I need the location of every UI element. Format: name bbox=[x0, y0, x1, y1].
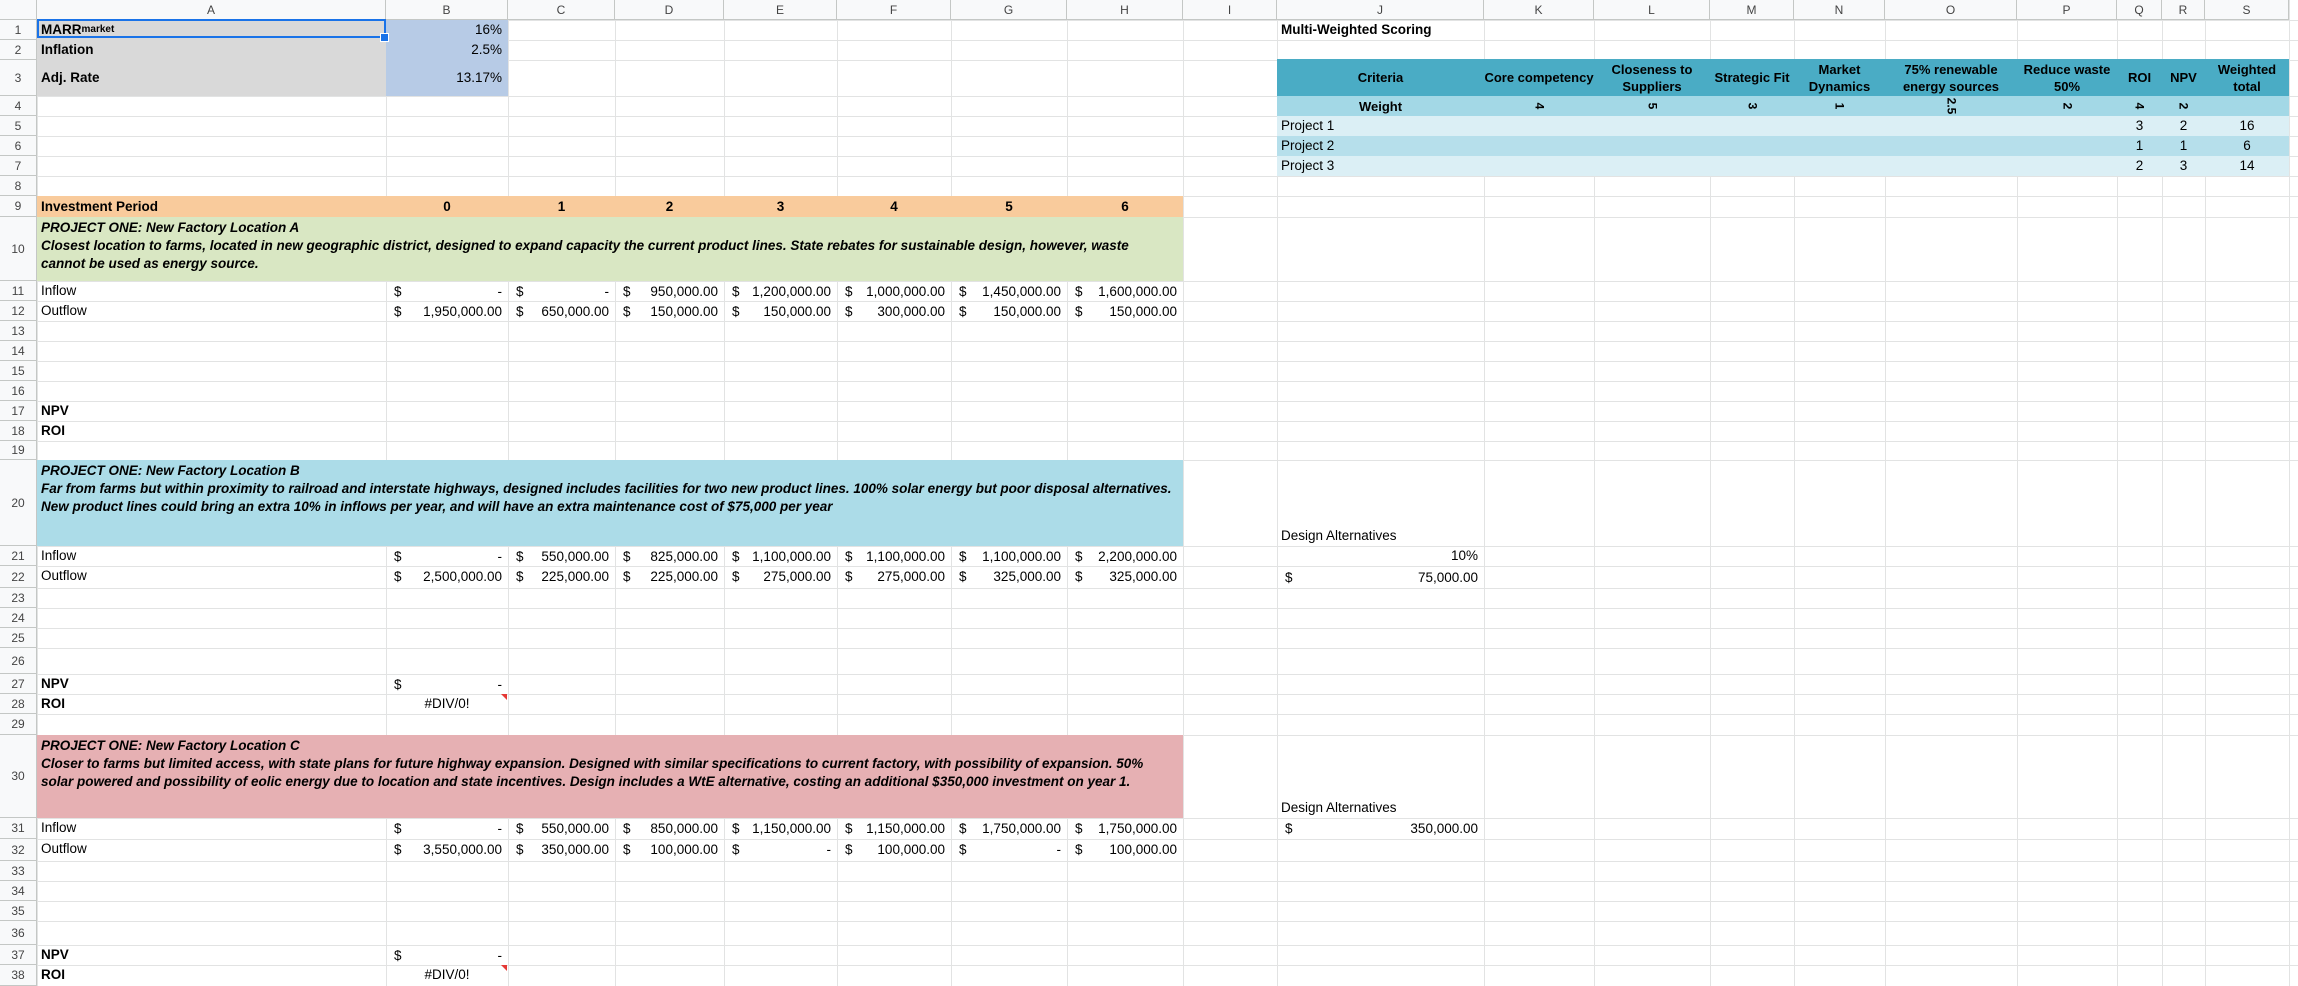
scoring-npv-value[interactable]: 2 bbox=[2179, 118, 2188, 134]
currency-symbol: $ bbox=[1075, 283, 1083, 299]
project-3-outflow-period-2[interactable] bbox=[615, 839, 724, 859]
project-3-inflow-period-1[interactable] bbox=[508, 818, 615, 838]
project-a-roi-label[interactable]: ROI bbox=[41, 423, 66, 439]
project-1-inflow-period-6[interactable] bbox=[1067, 281, 1183, 301]
row-header-35[interactable]: 35 bbox=[0, 901, 37, 921]
selection-fill-handle[interactable] bbox=[380, 33, 389, 42]
active-cell-selection[interactable] bbox=[37, 19, 386, 38]
scoring-roi-value[interactable]: 3 bbox=[2135, 118, 2144, 134]
amount: 150,000.00 bbox=[650, 303, 718, 319]
amount: 325,000.00 bbox=[993, 568, 1061, 584]
project-3-inflow-period-3[interactable] bbox=[724, 818, 837, 838]
row-header-22[interactable]: 22 bbox=[0, 566, 37, 588]
amount: 1,150,000.00 bbox=[752, 820, 831, 836]
row-header-23[interactable]: 23 bbox=[0, 588, 37, 608]
project-3-outflow-period-6[interactable] bbox=[1067, 839, 1183, 859]
weight-text: 3 bbox=[1745, 102, 1759, 110]
npv-amount: - bbox=[497, 947, 502, 963]
project-2-outflow-period-6[interactable] bbox=[1067, 566, 1183, 586]
adj-rate-label[interactable]: Adj. Rate bbox=[41, 70, 100, 86]
project-3-outflow-period-5[interactable] bbox=[951, 839, 1067, 859]
amount: 1,200,000.00 bbox=[752, 283, 831, 299]
project-2-inflow-period-0[interactable] bbox=[386, 546, 508, 566]
project-3-outflow-period-4[interactable] bbox=[837, 839, 951, 859]
project-3-inflow-period-6[interactable] bbox=[1067, 818, 1183, 838]
row-header-16[interactable]: 16 bbox=[0, 381, 37, 401]
currency-symbol: $ bbox=[732, 568, 740, 584]
criteria-75-renewable-energy-sources[interactable]: 75% renewable energy sources bbox=[1902, 61, 2000, 94]
project-b-roi-value[interactable]: #DIV/0! bbox=[424, 696, 470, 712]
currency-symbol: $ bbox=[623, 548, 631, 564]
currency-symbol: $ bbox=[1075, 841, 1083, 857]
row-header-2[interactable]: 2 bbox=[0, 40, 37, 60]
amount: 1,000,000.00 bbox=[866, 283, 945, 299]
weight-text: 2.5 bbox=[1944, 97, 1958, 115]
row-header-7[interactable]: 7 bbox=[0, 156, 37, 176]
comment-marker[interactable] bbox=[501, 694, 507, 700]
criteria-strategic-fit[interactable]: Strategic Fit bbox=[1714, 70, 1790, 85]
row-header-14[interactable]: 14 bbox=[0, 341, 37, 361]
amount: 1,100,000.00 bbox=[982, 548, 1061, 564]
project-b-npv-value[interactable] bbox=[386, 674, 508, 694]
column-header-g[interactable]: G bbox=[951, 0, 1067, 20]
currency-symbol: $ bbox=[394, 303, 402, 319]
amount: 1,100,000.00 bbox=[866, 548, 945, 564]
weight-label[interactable]: Weight bbox=[1358, 98, 1403, 114]
row-header-21[interactable]: 21 bbox=[0, 546, 37, 566]
amount: 1,750,000.00 bbox=[1098, 820, 1177, 836]
criteria-weighted-total[interactable]: Weighted total bbox=[2217, 61, 2277, 94]
column-header-i[interactable]: I bbox=[1183, 0, 1277, 20]
project-3-inflow-label[interactable]: Inflow bbox=[41, 820, 77, 836]
marr-label-main: MARR bbox=[41, 22, 82, 38]
amount: - bbox=[826, 841, 831, 857]
currency-symbol: $ bbox=[732, 303, 740, 319]
scoring-npv-value[interactable]: 1 bbox=[2179, 138, 2188, 154]
project-a-description[interactable] bbox=[38, 217, 1178, 281]
column-header-d[interactable]: D bbox=[615, 0, 724, 20]
column-header-j[interactable]: J bbox=[1277, 0, 1484, 20]
amount: 1,100,000.00 bbox=[752, 548, 831, 564]
project-3-inflow-period-4[interactable] bbox=[837, 818, 951, 838]
row-header-12[interactable]: 12 bbox=[0, 301, 37, 321]
period-4[interactable]: 4 bbox=[890, 198, 898, 214]
scoring-total-value[interactable]: 14 bbox=[2239, 158, 2255, 174]
project-2-outflow-period-5[interactable] bbox=[951, 566, 1067, 586]
project-a-title: PROJECT ONE: New Factory Location A bbox=[41, 220, 300, 235]
row-header-15[interactable]: 15 bbox=[0, 361, 37, 381]
amount: - bbox=[497, 283, 502, 299]
scoring-project-name[interactable]: Project 1 bbox=[1281, 118, 1335, 134]
column-header-c[interactable]: C bbox=[508, 0, 615, 20]
period-0[interactable]: 0 bbox=[443, 198, 451, 214]
currency-symbol: $ bbox=[845, 283, 853, 299]
amount: 1,150,000.00 bbox=[866, 820, 945, 836]
design-alt-c-amount[interactable] bbox=[1277, 818, 1484, 839]
project-1-outflow-period-0[interactable] bbox=[386, 301, 508, 321]
amount: 650,000.00 bbox=[541, 303, 609, 319]
row-header-33[interactable]: 33 bbox=[0, 861, 37, 881]
row-header-13[interactable]: 13 bbox=[0, 321, 37, 341]
amount: 225,000.00 bbox=[541, 568, 609, 584]
weight-text: 4 bbox=[2132, 102, 2147, 110]
amount: 350,000.00 bbox=[541, 841, 609, 857]
period-1[interactable]: 1 bbox=[557, 198, 566, 214]
project-2-outflow-period-3[interactable] bbox=[724, 566, 837, 586]
amount: 2,500,000.00 bbox=[423, 568, 502, 584]
currency-symbol: $ bbox=[516, 841, 524, 857]
project-c-roi-label[interactable]: ROI bbox=[41, 967, 66, 983]
period-6[interactable]: 6 bbox=[1121, 198, 1129, 214]
scoring-title[interactable]: Multi-Weighted Scoring bbox=[1281, 22, 1432, 38]
amount: 150,000.00 bbox=[993, 303, 1061, 319]
currency-symbol: $ bbox=[732, 548, 740, 564]
project-2-inflow-period-5[interactable] bbox=[951, 546, 1067, 566]
currency-symbol: $ bbox=[394, 548, 402, 564]
project-b-roi-label[interactable]: ROI bbox=[41, 696, 66, 712]
weight-text: 4 bbox=[1532, 102, 1546, 110]
project-2-inflow-period-3[interactable] bbox=[724, 546, 837, 566]
amount: 2,200,000.00 bbox=[1098, 548, 1177, 564]
column-header-s[interactable]: S bbox=[2205, 0, 2289, 20]
project-a-text: Closest location to farms, located in new geographic district, designed to expand capacity the current product lines. State rebates for sustainable design, however, waste cannot be used as energy source. bbox=[41, 238, 1129, 271]
column-header-b[interactable]: B bbox=[386, 0, 508, 20]
amount: 550,000.00 bbox=[541, 548, 609, 564]
amount: 3,550,000.00 bbox=[423, 841, 502, 857]
amount: - bbox=[497, 820, 502, 836]
currency-symbol: $ bbox=[394, 283, 402, 299]
amount: 225,000.00 bbox=[650, 568, 718, 584]
inflation-value[interactable]: 2.5% bbox=[471, 42, 502, 58]
column-header-r[interactable]: R bbox=[2162, 0, 2205, 20]
row-header-5[interactable]: 5 bbox=[0, 116, 37, 136]
criteria-market-dynamics[interactable]: Market Dynamics bbox=[1808, 61, 1871, 94]
select-all-corner[interactable] bbox=[0, 0, 37, 20]
weight-value[interactable] bbox=[2117, 96, 2162, 116]
design-alt-b-amount[interactable] bbox=[1277, 566, 1484, 588]
project-3-outflow-period-3[interactable] bbox=[724, 839, 837, 859]
row-header-30[interactable]: 30 bbox=[0, 735, 37, 818]
amount: 850,000.00 bbox=[650, 820, 718, 836]
currency-symbol: $ bbox=[845, 820, 853, 836]
project-c-roi-value[interactable]: #DIV/0! bbox=[424, 967, 470, 983]
row-header-37[interactable]: 37 bbox=[0, 945, 37, 965]
column-header-l[interactable]: L bbox=[1594, 0, 1710, 20]
column-header-h[interactable]: H bbox=[1067, 0, 1183, 20]
currency-symbol: $ bbox=[959, 820, 967, 836]
currency-symbol: $ bbox=[732, 820, 740, 836]
amount: 950,000.00 bbox=[650, 283, 718, 299]
column-header-m[interactable]: M bbox=[1710, 0, 1794, 20]
row-header-8[interactable]: 8 bbox=[0, 176, 37, 196]
weight-value[interactable] bbox=[2017, 96, 2117, 116]
column-header-k[interactable]: K bbox=[1484, 0, 1594, 20]
period-2[interactable]: 2 bbox=[665, 198, 674, 214]
scoring-project-name[interactable]: Project 3 bbox=[1281, 158, 1335, 174]
design-alt-c-label[interactable]: Design Alternatives bbox=[1281, 800, 1397, 816]
column-header-f[interactable]: F bbox=[837, 0, 951, 20]
row-header-19[interactable]: 19 bbox=[0, 441, 37, 460]
project-1-outflow-period-2[interactable] bbox=[615, 301, 724, 321]
project-c-npv-value[interactable] bbox=[386, 945, 508, 965]
scoring-total-value[interactable]: 16 bbox=[2239, 118, 2255, 134]
currency-symbol: $ bbox=[845, 303, 853, 319]
amount: 150,000.00 bbox=[763, 303, 831, 319]
currency-symbol: $ bbox=[516, 568, 524, 584]
project-1-outflow-period-4[interactable] bbox=[837, 301, 951, 321]
scoring-roi-value[interactable]: 1 bbox=[2135, 138, 2144, 154]
project-1-inflow-period-4[interactable] bbox=[837, 281, 951, 301]
project-1-outflow-period-6[interactable] bbox=[1067, 301, 1183, 321]
currency-symbol: $ bbox=[394, 820, 402, 836]
marr-label-sub: market bbox=[81, 24, 115, 35]
currency-symbol: $ bbox=[516, 548, 524, 564]
amount: 100,000.00 bbox=[650, 841, 718, 857]
column-header-e[interactable]: E bbox=[724, 0, 837, 20]
project-b-text: Far from farms but within proximity to railroad and interstate highways, designed includes facilities for two new product lines. 100% solar energy but poor disposal alternatives. New product lines could bring an extra 10% in inflows per year, and will have an extra maintenance cost of $75,000 per year bbox=[41, 481, 1172, 514]
row-header-20[interactable]: 20 bbox=[0, 460, 37, 546]
project-2-outflow-period-4[interactable] bbox=[837, 566, 951, 586]
project-2-inflow-period-6[interactable] bbox=[1067, 546, 1183, 566]
project-2-inflow-period-2[interactable] bbox=[615, 546, 724, 566]
project-a-npv-label[interactable]: NPV bbox=[41, 403, 69, 419]
column-header-a[interactable]: A bbox=[37, 0, 386, 20]
currency-symbol: $ bbox=[623, 820, 631, 836]
currency-symbol: $ bbox=[516, 303, 524, 319]
design-alt-b-label[interactable]: Design Alternatives bbox=[1281, 528, 1397, 544]
row-header-31[interactable]: 31 bbox=[0, 818, 37, 839]
project-1-outflow-label[interactable]: Outflow bbox=[41, 303, 87, 319]
currency-symbol: $ bbox=[845, 841, 853, 857]
row-header-38[interactable]: 38 bbox=[0, 965, 37, 986]
project-3-outflow-label[interactable]: Outflow bbox=[41, 841, 87, 857]
amount: 275,000.00 bbox=[763, 568, 831, 584]
project-c-title: PROJECT ONE: New Factory Location C bbox=[41, 738, 300, 753]
currency-symbol: $ bbox=[394, 947, 402, 963]
project-2-outflow-period-0[interactable] bbox=[386, 566, 508, 586]
criteria-npv[interactable]: NPV bbox=[2170, 70, 2197, 85]
project-2-inflow-period-1[interactable] bbox=[508, 546, 615, 566]
project-3-outflow-period-0[interactable] bbox=[386, 839, 508, 859]
row-header-1[interactable]: 1 bbox=[0, 20, 37, 40]
amount: 825,000.00 bbox=[650, 548, 718, 564]
criteria-reduce-waste-50-[interactable]: Reduce waste 50% bbox=[2023, 61, 2111, 94]
amount: 100,000.00 bbox=[1109, 841, 1177, 857]
comment-marker[interactable] bbox=[501, 965, 507, 971]
weight-text: 1 bbox=[1832, 102, 1847, 110]
project-2-inflow-label[interactable]: Inflow bbox=[41, 548, 77, 564]
row-header-32[interactable]: 32 bbox=[0, 839, 37, 861]
weight-text: 2 bbox=[2176, 102, 2191, 110]
currency-symbol: $ bbox=[959, 283, 967, 299]
weight-value[interactable] bbox=[1710, 96, 1794, 116]
project-b-title: PROJECT ONE: New Factory Location B bbox=[41, 463, 300, 478]
adj-rate-value[interactable]: 13.17% bbox=[456, 70, 502, 86]
row-header-11[interactable]: 11 bbox=[0, 281, 37, 301]
amount: 150,000.00 bbox=[1109, 303, 1177, 319]
project-3-outflow-period-1[interactable] bbox=[508, 839, 615, 859]
row-header-26[interactable]: 26 bbox=[0, 648, 37, 674]
weight-value[interactable] bbox=[2205, 96, 2289, 116]
column-header-p[interactable]: P bbox=[2017, 0, 2117, 20]
row-header-28[interactable]: 28 bbox=[0, 694, 37, 714]
project-1-inflow-period-2[interactable] bbox=[615, 281, 724, 301]
project-2-outflow-period-1[interactable] bbox=[508, 566, 615, 586]
project-b-npv-label[interactable]: NPV bbox=[41, 676, 69, 692]
amount: 100,000.00 bbox=[877, 841, 945, 857]
criteria-closeness-to-suppliers[interactable]: Closeness to Suppliers bbox=[1611, 61, 1693, 94]
row-header-3[interactable]: 3 bbox=[0, 60, 37, 96]
criteria-core-competency[interactable]: Core competency bbox=[1484, 70, 1594, 85]
amount: 350,000.00 bbox=[1410, 821, 1478, 836]
column-header-n[interactable]: N bbox=[1794, 0, 1885, 20]
currency-symbol: $ bbox=[959, 548, 967, 564]
currency-symbol: $ bbox=[959, 568, 967, 584]
row-header-29[interactable]: 29 bbox=[0, 714, 37, 735]
currency-symbol: $ bbox=[1285, 821, 1293, 836]
project-c-text: Closer to farms but limited access, with state plans for future highway expansion. Designed with similar specifications to current factory, with possibility of expansion. 50% solar powered and possibility of eolic energy due to location and state incentives. Design includes a WtE alternative, costing an additional $350,000 investment on year 1. bbox=[41, 756, 1144, 789]
investment-period-label[interactable]: Investment Period bbox=[41, 198, 159, 214]
project-1-outflow-period-5[interactable] bbox=[951, 301, 1067, 321]
project-c-npv-label[interactable]: NPV bbox=[41, 947, 69, 963]
inflation-label[interactable]: Inflation bbox=[41, 42, 94, 58]
project-2-outflow-label[interactable]: Outflow bbox=[41, 568, 87, 584]
amount: 1,950,000.00 bbox=[423, 303, 502, 319]
currency-symbol: $ bbox=[845, 568, 853, 584]
project-1-inflow-period-1[interactable] bbox=[508, 281, 615, 301]
period-3[interactable]: 3 bbox=[776, 198, 785, 214]
marr-value[interactable]: 16% bbox=[474, 22, 502, 38]
project-b-description[interactable] bbox=[38, 460, 1178, 546]
period-5[interactable]: 5 bbox=[1005, 198, 1013, 214]
row-header-10[interactable]: 10 bbox=[0, 217, 37, 281]
currency-symbol: $ bbox=[732, 283, 740, 299]
weight-value[interactable] bbox=[1484, 96, 1594, 116]
amount: 325,000.00 bbox=[1109, 568, 1177, 584]
amount: 1,450,000.00 bbox=[982, 283, 1061, 299]
criteria-header[interactable]: Criteria bbox=[1357, 70, 1404, 85]
row-header-9[interactable]: 9 bbox=[0, 196, 37, 217]
currency-symbol: $ bbox=[1075, 568, 1083, 584]
amount: 75,000.00 bbox=[1417, 569, 1478, 585]
project-2-outflow-period-2[interactable] bbox=[615, 566, 724, 586]
scoring-npv-value[interactable]: 3 bbox=[2179, 158, 2188, 174]
currency-symbol: $ bbox=[959, 303, 967, 319]
amount: 300,000.00 bbox=[877, 303, 945, 319]
scoring-total-value[interactable]: 6 bbox=[2243, 138, 2251, 154]
row-header-6[interactable]: 6 bbox=[0, 136, 37, 156]
project-1-outflow-period-1[interactable] bbox=[508, 301, 615, 321]
project-3-inflow-period-2[interactable] bbox=[615, 818, 724, 838]
project-1-inflow-period-5[interactable] bbox=[951, 281, 1067, 301]
currency-symbol: $ bbox=[516, 820, 524, 836]
column-header-q[interactable]: Q bbox=[2117, 0, 2162, 20]
weight-value[interactable] bbox=[2162, 96, 2205, 116]
row-header-17[interactable]: 17 bbox=[0, 401, 37, 421]
npv-amount: - bbox=[497, 676, 502, 692]
amount: 275,000.00 bbox=[877, 568, 945, 584]
project-1-inflow-period-0[interactable] bbox=[386, 281, 508, 301]
row-header-27[interactable]: 27 bbox=[0, 674, 37, 694]
weight-text: 2 bbox=[2060, 102, 2074, 110]
project-1-outflow-period-3[interactable] bbox=[724, 301, 837, 321]
currency-symbol: $ bbox=[394, 676, 402, 692]
currency-symbol: $ bbox=[732, 841, 740, 857]
project-c-description[interactable] bbox=[38, 735, 1178, 818]
column-header-o[interactable]: O bbox=[1885, 0, 2017, 20]
project-1-inflow-label[interactable]: Inflow bbox=[41, 283, 77, 299]
row-header-18[interactable]: 18 bbox=[0, 421, 37, 441]
currency-symbol: $ bbox=[1075, 303, 1083, 319]
currency-symbol: $ bbox=[394, 841, 402, 857]
weight-text: 5 bbox=[1645, 102, 1659, 110]
design-alt-b-pct[interactable]: 10% bbox=[1450, 548, 1478, 564]
amount: 1,750,000.00 bbox=[982, 820, 1061, 836]
row-header-34[interactable]: 34 bbox=[0, 881, 37, 901]
currency-symbol: $ bbox=[845, 548, 853, 564]
row-header-36[interactable]: 36 bbox=[0, 921, 37, 945]
weight-value[interactable] bbox=[1885, 96, 2017, 116]
currency-symbol: $ bbox=[959, 841, 967, 857]
weight-value[interactable] bbox=[1794, 96, 1885, 116]
project-2-inflow-period-4[interactable] bbox=[837, 546, 951, 566]
currency-symbol: $ bbox=[516, 283, 524, 299]
currency-symbol: $ bbox=[1285, 569, 1293, 585]
scoring-roi-value[interactable]: 2 bbox=[2135, 158, 2144, 174]
currency-symbol: $ bbox=[623, 568, 631, 584]
amount: - bbox=[1056, 841, 1061, 857]
row-header-24[interactable]: 24 bbox=[0, 608, 37, 628]
project-3-inflow-period-0[interactable] bbox=[386, 818, 508, 838]
amount: 550,000.00 bbox=[541, 820, 609, 836]
row-header-25[interactable]: 25 bbox=[0, 628, 37, 648]
scoring-project-name[interactable]: Project 2 bbox=[1281, 138, 1335, 154]
row-header-4[interactable]: 4 bbox=[0, 96, 37, 116]
weight-value[interactable] bbox=[1594, 96, 1710, 116]
amount: 1,600,000.00 bbox=[1098, 283, 1177, 299]
amount: - bbox=[604, 283, 609, 299]
project-1-inflow-period-3[interactable] bbox=[724, 281, 837, 301]
currency-symbol: $ bbox=[394, 568, 402, 584]
currency-symbol: $ bbox=[1075, 548, 1083, 564]
project-3-inflow-period-5[interactable] bbox=[951, 818, 1067, 838]
amount: - bbox=[497, 548, 502, 564]
currency-symbol: $ bbox=[623, 303, 631, 319]
currency-symbol: $ bbox=[623, 841, 631, 857]
criteria-roi[interactable]: ROI bbox=[2127, 70, 2152, 85]
currency-symbol: $ bbox=[1075, 820, 1083, 836]
currency-symbol: $ bbox=[623, 283, 631, 299]
